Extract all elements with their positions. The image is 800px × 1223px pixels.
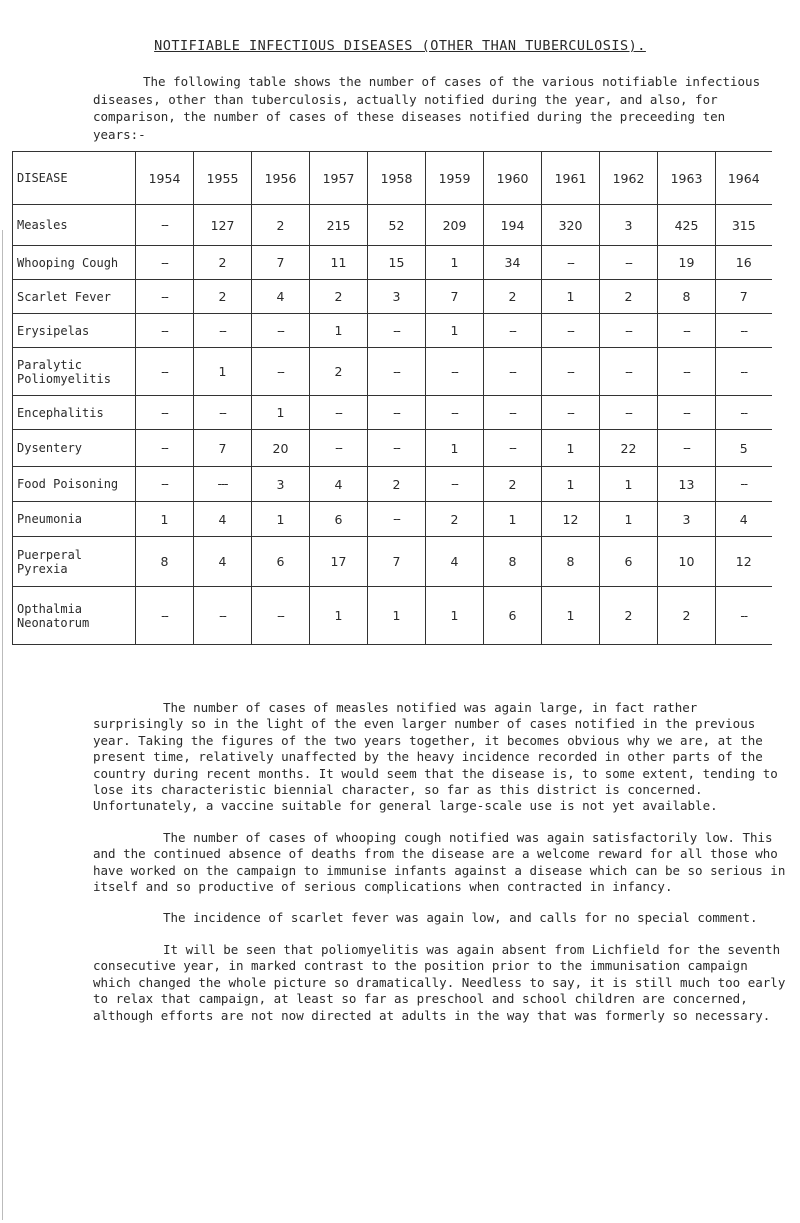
table-row [13, 205, 772, 246]
table-cell: 1 [136, 502, 194, 537]
table-row [13, 430, 772, 467]
table-cell: 315 [716, 205, 772, 246]
page-edge-shadow [2, 230, 3, 1220]
table-cell: -- [716, 467, 772, 502]
table-cell: 34 [484, 246, 542, 280]
table-cell: -- [426, 396, 484, 430]
table-cell: 2 [310, 280, 368, 314]
table-cell: 2 [194, 280, 252, 314]
table-cell: 1 [194, 348, 252, 396]
disease-table [12, 151, 772, 645]
table-cell: 8 [542, 537, 600, 587]
table-cell: -- [716, 396, 772, 430]
table-cell: 6 [600, 537, 658, 587]
table-cell: -- [136, 587, 194, 645]
page-title: NOTIFIABLE INFECTIOUS DISEASES (OTHER THAN TUBERCULOSIS). [154, 38, 646, 54]
table-cell: -- [310, 430, 368, 467]
table-cell: -- [600, 348, 658, 396]
table-cell: 7 [426, 280, 484, 314]
table-cell: 1 [310, 587, 368, 645]
table-cell: 2 [194, 246, 252, 280]
table-cell: -- [368, 348, 426, 396]
table-cell: 1 [542, 430, 600, 467]
table-cell: 1 [426, 430, 484, 467]
header-year: 1957 [310, 152, 368, 205]
table-cell: -- [542, 348, 600, 396]
header-year: 1955 [194, 152, 252, 205]
table-cell: -- [252, 314, 310, 348]
disease-name: Dysentery [13, 430, 136, 467]
table-cell: 7 [194, 430, 252, 467]
table-row [13, 348, 772, 396]
table-cell: 2 [426, 502, 484, 537]
table-cell: -- [136, 205, 194, 246]
table-cell: 2 [252, 205, 310, 246]
table-cell: 4 [310, 467, 368, 502]
table-cell: 1 [426, 587, 484, 645]
table-cell: 3 [600, 205, 658, 246]
table-cell: -- [368, 502, 426, 537]
table-cell: 4 [716, 502, 772, 537]
table-cell: 19 [658, 246, 716, 280]
table-cell: 1 [600, 467, 658, 502]
table-cell: 4 [252, 280, 310, 314]
table-cell: -- [542, 396, 600, 430]
paragraph-poliomyelitis: It will be seen that poliomyelitis was again absent from Lichfield for the seventh consecutive year, in marked contrast to the position prior to the immunisation campaign which changed the whole picture so dramatically. Needless to say, it is still much too early to relax that campaign, at least so far as preschool and school children are concerned, although efforts are not now directed at adults in the way that was formerly so necessary. [93, 941, 786, 1023]
table-cell: -- [136, 280, 194, 314]
table-cell: 1 [426, 246, 484, 280]
table-cell: -- [658, 314, 716, 348]
table-cell: -- [136, 396, 194, 430]
table-cell: 1 [542, 587, 600, 645]
table-cell: 52 [368, 205, 426, 246]
table-cell: 2 [484, 467, 542, 502]
table-cell: -- [252, 587, 310, 645]
table-cell: -- [658, 430, 716, 467]
header-year: 1959 [426, 152, 484, 205]
table-cell: 1 [368, 587, 426, 645]
table-cell: -- [194, 314, 252, 348]
table-cell: 13 [658, 467, 716, 502]
table-cell: 1 [252, 396, 310, 430]
table-cell: 2 [658, 587, 716, 645]
table-cell: 7 [716, 280, 772, 314]
table-cell: -- [600, 396, 658, 430]
table-cell: 2 [600, 587, 658, 645]
table-cell: 1 [600, 502, 658, 537]
table-cell: -- [368, 396, 426, 430]
header-disease: DISEASE [13, 152, 136, 205]
intro-paragraph [93, 73, 773, 143]
commentary [93, 700, 788, 1039]
table-cell: -- [600, 246, 658, 280]
disease-name: Puerperal Pyrexia [13, 537, 136, 587]
table-cell: 6 [310, 502, 368, 537]
table-cell: -- [136, 430, 194, 467]
table-cell: 6 [252, 537, 310, 587]
table-cell: 1 [252, 502, 310, 537]
table-cell: 8 [136, 537, 194, 587]
table-cell: 7 [368, 537, 426, 587]
table-cell: -- [542, 246, 600, 280]
table-cell: 1 [310, 314, 368, 348]
table-cell: 3 [368, 280, 426, 314]
table-cell: 11 [310, 246, 368, 280]
table-cell: 209 [426, 205, 484, 246]
table-cell: 20 [252, 430, 310, 467]
table-cell: 4 [194, 502, 252, 537]
table-row [13, 314, 772, 348]
table-cell: -- [484, 396, 542, 430]
table-cell: -- [426, 348, 484, 396]
disease-name: Paralytic Poliomyelitis [13, 348, 136, 396]
table-cell: -- [136, 314, 194, 348]
table-cell: 16 [716, 246, 772, 280]
table-row [13, 467, 772, 502]
table-cell: 10 [658, 537, 716, 587]
table-cell: -- [716, 587, 772, 645]
table-cell: 15 [368, 246, 426, 280]
table-cell: 1 [484, 502, 542, 537]
table-cell: -- [600, 314, 658, 348]
table-cell: 6 [484, 587, 542, 645]
paragraph-scarlet-fever: The incidence of scarlet fever was again low, and calls for no special comment. [163, 910, 758, 926]
table-cell: -- [542, 314, 600, 348]
table-cell: 1 [542, 467, 600, 502]
table-cell: -- [368, 430, 426, 467]
header-year: 1961 [542, 152, 600, 205]
disease-name: Whooping Cough [13, 246, 136, 280]
table-cell: 4 [426, 537, 484, 587]
table-cell: 5 [716, 430, 772, 467]
table-cell: -- [426, 467, 484, 502]
table-cell: 2 [600, 280, 658, 314]
table-cell: -- [484, 314, 542, 348]
table-cell: -- [194, 396, 252, 430]
table-cell: --- [194, 467, 252, 502]
table-cell: -- [252, 348, 310, 396]
disease-name: Erysipelas [13, 314, 136, 348]
intro-text: The following table shows the number of cases of the various notifiable infectious diseases, other than tuberculosis, actually notified during the year, and also, for comparison, the number of cases of these diseases notified during the preceeding ten years:- [93, 74, 761, 142]
paragraph-whooping-cough: The number of cases of whooping cough notified was again satisfactorily low. This and the continued absence of deaths from the disease are a welcome reward for all those who have worked on the campaign to immunise infants against a disease which can be so serious in itself and so productive of serious complications when contracted in infancy. [93, 829, 786, 895]
table-row [13, 537, 772, 587]
paragraph-measles: The number of cases of measles notified was again large, in fact rather surprisingly so in the light of the even larger number of cases notified in the previous year. Taking the figures of the two years together, it becomes obvious why we are, at the present time, relatively unaffected by the heavy incidence recorded in other parts of the country during recent months. It would seem that the disease is, to some extent, tending to lose its characteristic biennial character, so far as this district is concerned. Unfortunately, a vaccine suitable for general large-scale use is not yet available. [93, 700, 778, 814]
table-cell: 194 [484, 205, 542, 246]
header-year: 1954 [136, 152, 194, 205]
table-cell: -- [484, 348, 542, 396]
table-cell: 12 [542, 502, 600, 537]
table-cell: 127 [194, 205, 252, 246]
header-year: 1960 [484, 152, 542, 205]
table-cell: -- [368, 314, 426, 348]
table-cell: -- [716, 314, 772, 348]
table-cell: 320 [542, 205, 600, 246]
table-cell: 8 [484, 537, 542, 587]
table-cell: 1 [542, 280, 600, 314]
table-row [13, 280, 772, 314]
table-cell: 3 [252, 467, 310, 502]
table-cell: 1 [426, 314, 484, 348]
disease-name: Measles [13, 205, 136, 246]
table-cell: -- [716, 348, 772, 396]
table-cell: -- [658, 348, 716, 396]
disease-name: Scarlet Fever [13, 280, 136, 314]
table-cell: 12 [716, 537, 772, 587]
table-cell: -- [484, 430, 542, 467]
table-cell: 2 [368, 467, 426, 502]
disease-name: Encephalitis [13, 396, 136, 430]
header-year: 1963 [658, 152, 716, 205]
table-row [13, 502, 772, 537]
table-cell: 22 [600, 430, 658, 467]
disease-name: Pneumonia [13, 502, 136, 537]
table-cell: -- [136, 467, 194, 502]
table-row [13, 587, 772, 645]
header-year: 1958 [368, 152, 426, 205]
table-cell: -- [194, 587, 252, 645]
table-cell: 4 [194, 537, 252, 587]
table-cell: 17 [310, 537, 368, 587]
table-cell: 2 [310, 348, 368, 396]
table-row [13, 246, 772, 280]
disease-name: Opthalmia Neonatorum [13, 587, 136, 645]
table-cell: 2 [484, 280, 542, 314]
table-cell: 8 [658, 280, 716, 314]
disease-name: Food Poisoning [13, 467, 136, 502]
table-cell: -- [658, 396, 716, 430]
table-cell: 425 [658, 205, 716, 246]
table-cell: -- [136, 246, 194, 280]
table-cell: 3 [658, 502, 716, 537]
header-year: 1964 [716, 152, 772, 205]
table-row [13, 396, 772, 430]
table-cell: 7 [252, 246, 310, 280]
header-year: 1956 [252, 152, 310, 205]
table-cell: -- [310, 396, 368, 430]
table-header-row [13, 152, 772, 205]
table-cell: -- [136, 348, 194, 396]
table-cell: 215 [310, 205, 368, 246]
header-year: 1962 [600, 152, 658, 205]
